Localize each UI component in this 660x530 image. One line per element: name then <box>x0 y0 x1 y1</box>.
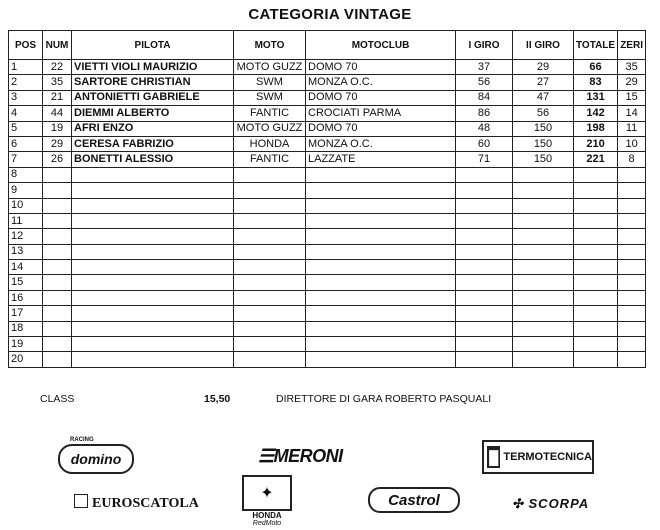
cell-zeri: 11 <box>618 121 646 136</box>
cell-pilota <box>72 213 234 228</box>
table-row <box>9 167 646 182</box>
cell-totale: 221 <box>574 152 618 167</box>
cell-motoclub <box>306 275 456 290</box>
cell-zeri: 8 <box>618 152 646 167</box>
cell-giro1 <box>456 213 513 228</box>
cell-num <box>43 275 72 290</box>
cell-motoclub <box>306 352 456 367</box>
cell-pilota: CERESA FABRIZIO <box>72 136 234 151</box>
cell-moto <box>234 198 306 213</box>
cell-num <box>43 321 72 336</box>
cell-giro1: 56 <box>456 75 513 90</box>
cell-totale <box>574 213 618 228</box>
cell-moto: SWM <box>234 75 306 90</box>
cell-moto: FANTIC <box>234 152 306 167</box>
cell-num <box>43 229 72 244</box>
cell-totale: 66 <box>574 60 618 75</box>
header-pos: POS <box>9 31 43 60</box>
cell-giro1 <box>456 229 513 244</box>
euroscatola-logo <box>74 494 199 512</box>
cell-moto: MOTO GUZZ <box>234 60 306 75</box>
cell-pos: 12 <box>9 229 43 244</box>
cell-giro2: 150 <box>513 136 574 151</box>
cell-motoclub <box>306 290 456 305</box>
cell-moto <box>234 337 306 352</box>
cell-pilota: DIEMMI ALBERTO <box>72 106 234 121</box>
table-row <box>9 136 646 151</box>
header-giro1: I GIRO <box>456 31 513 60</box>
cell-moto <box>234 321 306 336</box>
cell-giro2 <box>513 275 574 290</box>
cell-moto <box>234 229 306 244</box>
cell-giro1 <box>456 290 513 305</box>
cell-giro2: 27 <box>513 75 574 90</box>
cell-moto <box>234 183 306 198</box>
scorpa-logo <box>512 496 589 512</box>
cell-pilota <box>72 260 234 275</box>
cell-pilota <box>72 290 234 305</box>
cell-pos: 20 <box>9 352 43 367</box>
cell-motoclub: MONZA O.C. <box>306 136 456 151</box>
euroscatola-shield-icon <box>74 494 88 508</box>
cell-giro2 <box>513 306 574 321</box>
cell-moto: FANTIC <box>234 106 306 121</box>
cell-giro1: 84 <box>456 90 513 105</box>
table-row <box>9 260 646 275</box>
scorpa-logo-text: SCORPA <box>528 496 590 511</box>
cell-totale <box>574 352 618 367</box>
cell-motoclub <box>306 213 456 228</box>
header-totale: TOTALE <box>574 31 618 60</box>
cell-moto <box>234 167 306 182</box>
cell-zeri <box>618 290 646 305</box>
cell-motoclub <box>306 244 456 259</box>
cell-motoclub: DOMO 70 <box>306 60 456 75</box>
cell-pilota <box>72 337 234 352</box>
table-row <box>9 306 646 321</box>
cell-totale <box>574 183 618 198</box>
cell-giro2: 150 <box>513 152 574 167</box>
cell-num: 44 <box>43 106 72 121</box>
cell-zeri <box>618 352 646 367</box>
cell-pilota <box>72 321 234 336</box>
cell-giro1 <box>456 260 513 275</box>
cell-totale <box>574 260 618 275</box>
cell-moto: HONDA <box>234 136 306 151</box>
cell-giro2 <box>513 167 574 182</box>
cell-giro1: 48 <box>456 121 513 136</box>
cell-zeri: 29 <box>618 75 646 90</box>
class-label: CLASS <box>40 393 75 405</box>
table-row <box>9 229 646 244</box>
cell-pilota <box>72 183 234 198</box>
cell-giro2 <box>513 183 574 198</box>
cell-zeri <box>618 321 646 336</box>
meroni-logo <box>258 446 343 467</box>
cell-num: 26 <box>43 152 72 167</box>
header-pilota: PILOTA <box>72 31 234 60</box>
cell-num <box>43 290 72 305</box>
cell-pos: 15 <box>9 275 43 290</box>
table-row <box>9 75 646 90</box>
cell-pilota <box>72 167 234 182</box>
domino-logo <box>58 437 134 474</box>
cell-giro1: 37 <box>456 60 513 75</box>
cell-totale <box>574 275 618 290</box>
cell-pilota <box>72 352 234 367</box>
cell-giro1 <box>456 321 513 336</box>
cell-num: 19 <box>43 121 72 136</box>
table-row <box>9 198 646 213</box>
cell-giro2: 150 <box>513 121 574 136</box>
cell-num <box>43 337 72 352</box>
cell-moto <box>234 306 306 321</box>
honda-logo-text: HONDA <box>252 511 282 520</box>
meroni-mark-icon: ☰ <box>258 446 274 466</box>
euroscatola-logo-text: EUROSCATOLA <box>92 496 199 511</box>
cell-pos: 18 <box>9 321 43 336</box>
cell-giro2: 29 <box>513 60 574 75</box>
cell-num <box>43 244 72 259</box>
cell-pos: 17 <box>9 306 43 321</box>
cell-giro2 <box>513 290 574 305</box>
cell-zeri <box>618 183 646 198</box>
header-motoclub: MOTOCLUB <box>306 31 456 60</box>
domino-logo-tag: RACING <box>70 437 94 443</box>
cell-totale <box>574 337 618 352</box>
cell-giro1 <box>456 337 513 352</box>
table-row <box>9 321 646 336</box>
cell-totale: 198 <box>574 121 618 136</box>
table-row <box>9 121 646 136</box>
cell-motoclub: CROCIATI PARMA <box>306 106 456 121</box>
cell-zeri: 35 <box>618 60 646 75</box>
cell-giro1: 60 <box>456 136 513 151</box>
scorpa-mark-icon: ✣ <box>512 496 529 511</box>
cell-num: 35 <box>43 75 72 90</box>
termotecnica-mark-icon: █ <box>487 446 500 468</box>
cell-zeri: 14 <box>618 106 646 121</box>
cell-motoclub <box>306 321 456 336</box>
cell-zeri <box>618 260 646 275</box>
cell-num <box>43 198 72 213</box>
cell-pos: 10 <box>9 198 43 213</box>
table-row <box>9 290 646 305</box>
cell-pilota <box>72 306 234 321</box>
cell-motoclub: DOMO 70 <box>306 121 456 136</box>
cell-giro1 <box>456 352 513 367</box>
table-row <box>9 337 646 352</box>
cell-giro1 <box>456 198 513 213</box>
termotecnica-logo-text: TERMOTECNICA <box>503 451 592 463</box>
cell-totale <box>574 290 618 305</box>
cell-totale <box>574 321 618 336</box>
cell-motoclub <box>306 229 456 244</box>
honda-logo <box>240 475 294 527</box>
cell-giro2 <box>513 260 574 275</box>
cell-num <box>43 260 72 275</box>
results-table <box>8 30 646 368</box>
cell-giro2 <box>513 244 574 259</box>
cell-totale <box>574 229 618 244</box>
cell-motoclub <box>306 198 456 213</box>
cell-giro1: 71 <box>456 152 513 167</box>
cell-moto <box>234 244 306 259</box>
cell-giro2: 56 <box>513 106 574 121</box>
cell-pilota <box>72 229 234 244</box>
cell-zeri <box>618 198 646 213</box>
cell-giro2 <box>513 352 574 367</box>
honda-logo-subtext: RedMoto <box>252 520 282 527</box>
cell-zeri <box>618 306 646 321</box>
cell-pos: 19 <box>9 337 43 352</box>
cell-giro1 <box>456 306 513 321</box>
cell-zeri <box>618 229 646 244</box>
castrol-logo-text: Castrol <box>388 491 440 509</box>
cell-motoclub: MONZA O.C. <box>306 75 456 90</box>
termotecnica-logo <box>482 440 594 474</box>
cell-moto <box>234 352 306 367</box>
cell-zeri <box>618 167 646 182</box>
cell-giro1 <box>456 275 513 290</box>
cell-num <box>43 352 72 367</box>
cell-pos: 4 <box>9 106 43 121</box>
cell-num <box>43 306 72 321</box>
cell-pos: 11 <box>9 213 43 228</box>
cell-num: 22 <box>43 60 72 75</box>
cell-motoclub: LAZZATE <box>306 152 456 167</box>
cell-giro2 <box>513 337 574 352</box>
cell-num: 29 <box>43 136 72 151</box>
cell-motoclub <box>306 260 456 275</box>
cell-giro2 <box>513 198 574 213</box>
cell-pilota <box>72 244 234 259</box>
page-title: CATEGORIA VINTAGE <box>248 6 412 23</box>
cell-zeri: 15 <box>618 90 646 105</box>
table-row <box>9 152 646 167</box>
cell-pilota <box>72 198 234 213</box>
cell-motoclub <box>306 167 456 182</box>
cell-num: 21 <box>43 90 72 105</box>
cell-pos: 14 <box>9 260 43 275</box>
cell-pos: 3 <box>9 90 43 105</box>
cell-totale <box>574 167 618 182</box>
cell-moto: SWM <box>234 90 306 105</box>
cell-totale <box>574 244 618 259</box>
cell-motoclub <box>306 306 456 321</box>
cell-moto <box>234 290 306 305</box>
cell-totale <box>574 198 618 213</box>
cell-pilota: AFRI ENZO <box>72 121 234 136</box>
cell-motoclub: DOMO 70 <box>306 90 456 105</box>
meroni-logo-text: MERONI <box>273 446 343 466</box>
domino-logo-text: domino <box>70 451 122 467</box>
cell-pos: 16 <box>9 290 43 305</box>
cell-giro1 <box>456 183 513 198</box>
cell-moto: MOTO GUZZ <box>234 121 306 136</box>
cell-totale: 210 <box>574 136 618 151</box>
cell-num <box>43 167 72 182</box>
cell-pos: 9 <box>9 183 43 198</box>
cell-moto <box>234 260 306 275</box>
cell-pos: 1 <box>9 60 43 75</box>
table-row <box>9 90 646 105</box>
cell-pos: 13 <box>9 244 43 259</box>
time-value: 15,50 <box>204 393 231 405</box>
cell-moto <box>234 213 306 228</box>
cell-pilota: ANTONIETTI GABRIELE <box>72 90 234 105</box>
cell-motoclub <box>306 337 456 352</box>
cell-totale: 131 <box>574 90 618 105</box>
cell-giro1 <box>456 167 513 182</box>
race-director: DIRETTORE DI GARA ROBERTO PASQUALI <box>276 393 492 405</box>
cell-giro2 <box>513 321 574 336</box>
cell-moto <box>234 275 306 290</box>
honda-wing-icon: ✦ <box>242 475 292 511</box>
header-giro2: II GIRO <box>513 31 574 60</box>
cell-num <box>43 183 72 198</box>
table-row <box>9 213 646 228</box>
header-zeri: ZERI <box>618 31 646 60</box>
cell-pos: 6 <box>9 136 43 151</box>
cell-giro1 <box>456 244 513 259</box>
cell-zeri <box>618 213 646 228</box>
cell-num <box>43 213 72 228</box>
cell-totale: 83 <box>574 75 618 90</box>
table-row <box>9 275 646 290</box>
castrol-logo <box>368 487 460 513</box>
cell-pilota: BONETTI ALESSIO <box>72 152 234 167</box>
header-moto: MOTO <box>234 31 306 60</box>
table-row <box>9 60 646 75</box>
cell-zeri <box>618 244 646 259</box>
header-row <box>9 31 646 60</box>
cell-totale <box>574 306 618 321</box>
cell-pos: 8 <box>9 167 43 182</box>
cell-giro2: 47 <box>513 90 574 105</box>
cell-motoclub <box>306 183 456 198</box>
cell-pos: 2 <box>9 75 43 90</box>
cell-pilota: SARTORE CHRISTIAN <box>72 75 234 90</box>
table-row <box>9 183 646 198</box>
cell-zeri: 10 <box>618 136 646 151</box>
cell-giro2 <box>513 213 574 228</box>
cell-pilota: VIETTI VIOLI MAURIZIO <box>72 60 234 75</box>
cell-pilota <box>72 275 234 290</box>
cell-pos: 5 <box>9 121 43 136</box>
header-num: NUM <box>43 31 72 60</box>
cell-giro1: 86 <box>456 106 513 121</box>
cell-zeri <box>618 337 646 352</box>
cell-giro2 <box>513 229 574 244</box>
cell-zeri <box>618 275 646 290</box>
cell-totale: 142 <box>574 106 618 121</box>
table-row <box>9 244 646 259</box>
cell-pos: 7 <box>9 152 43 167</box>
table-row <box>9 352 646 367</box>
table-row <box>9 106 646 121</box>
